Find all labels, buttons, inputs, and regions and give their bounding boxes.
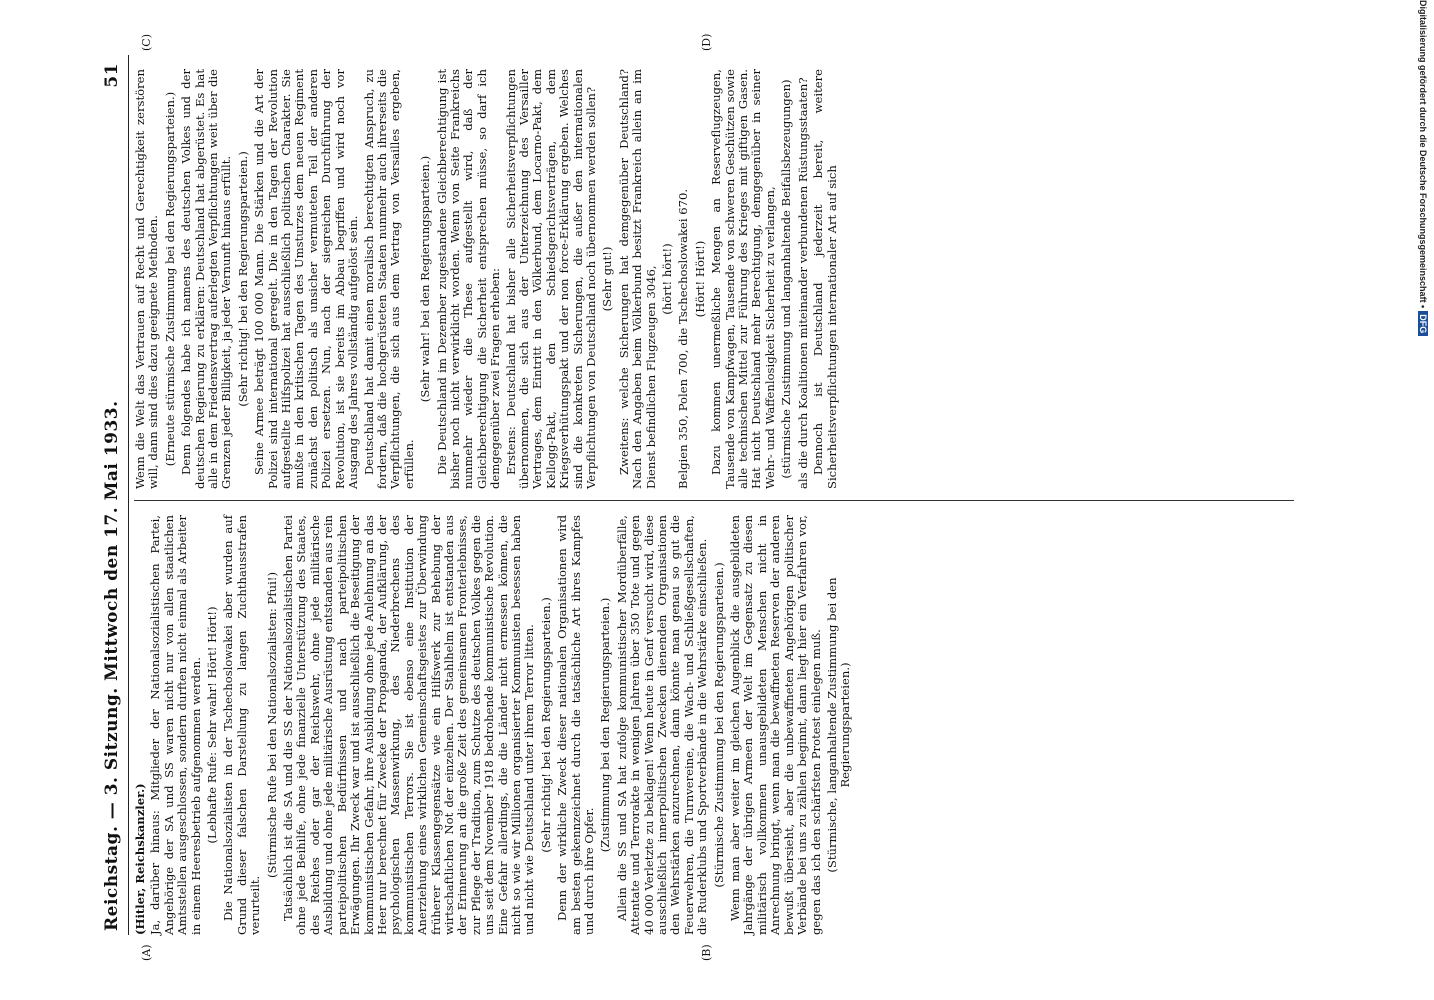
paragraph: Wenn die Welt das Vertrauen auf Recht und Gerechtigkeit zerstören will, dann sind dies dazu geeignete Methoden. xyxy=(133,69,161,489)
interjection: (Stürmische, langanhaltende Zustimmung bei den Regierungsparteien.) xyxy=(824,577,853,873)
margin-marker-a: (A) xyxy=(140,944,153,961)
paragraph: Die Deutschland im Dezember zugestandene Gleichberechtigung ist bisher noch nicht verwirklicht worden. Wenn von Seite Frankreichs nunmehr wieder die These aufgestellt wird, daß der Gleichberechtigung die Sicherheit entsprechen müsse, so darf ich demgegenüber zwei Fragen erheben: xyxy=(434,69,503,489)
interjection: (Sehr richtig! bei den Regierungsparteien.) xyxy=(538,597,553,853)
paragraph: Ja, darüber hinaus: Mitglieder der Nationalsozialistischen Partei, Angehörige der SA und SS waren nicht nur von allen staatlichen Amtsstellen ausgeschlossen, sondern durften nicht einmal als Arbeiter in einem Heeresbetrieb aufgenommen werden. xyxy=(148,515,203,935)
paragraph: Belgien 350, Polen 700, die Tschechoslowakei 670. xyxy=(676,188,691,489)
interjection: (Hört! Hört!) xyxy=(692,240,707,318)
paragraph: Deutschland hat damit einen moralisch berechtigten Anspruch, zu fordern, daß die hochgerüsteten Staaten nunmehr auch ihrerseits die Verpflichtungen, die sich aus dem Vertrag von Versailles ergeben, erfüllen. xyxy=(361,69,416,489)
rotated-page xyxy=(100,33,1340,961)
digitization-note-text: Digitalisierung gefördert durch die Deutsche Forschungsgemeinschaft • xyxy=(1418,0,1428,309)
paragraph: Zweitens: welche Sicherungen hat demgegenüber Deutschland? Nach den Angaben beim Völkerbund besitzt Frankreich allein an im Dienst befindlichen Flugzeugen 3046, xyxy=(616,69,658,489)
interjection: (hört! hört!) xyxy=(660,243,675,315)
paragraph: Wenn man aber weiter im gleichen Augenblick die ausgebildeten Jahrgänge der übrigen Armeen der Welt im Gegensatz zu diesen militärisch vollkommen unausgebildeten Menschen nicht in Anrechnung bringt, wenn man die bewaffneten Reserven der anderen bewußt übersieht, aber die unbewaffneten Angehörigen politischer Verbände bei uns zu zählen beginnt, dann liegt hier ein Verfahren vor, gegen das ich den schärfsten Protest einlegen muß. xyxy=(728,515,823,935)
margin-marker-d: (D) xyxy=(700,33,713,51)
running-title: Reichstag. — 3. Sitzung. Mittwoch den 17. Mai 1933. xyxy=(102,400,122,931)
page-header xyxy=(100,55,129,935)
paragraph: (Hitler, Reichskanzler.) xyxy=(133,783,147,935)
interjection: (Sehr wahr! bei den Regierungsparteien.) xyxy=(418,155,433,403)
paragraph: Denn der wirkliche Zweck dieser nationalen Organisationen wird am besten gekennzeichnet durch die tatsächliche Art ihres Kampfes und durch ihre Opfer. xyxy=(555,515,596,935)
text-column-left xyxy=(134,515,1294,935)
paragraph: Denn folgendes habe ich namens des deutschen Volkes und der deutschen Regierung zu erklären: Deutschland hat abgerüstet. Es hat alle in dem Friedensvertrag auferlegten Verpflichtungen weit über die Grenzen jeder Billigkeit, ja jeder Vernunft hinaus erfüllt. xyxy=(179,69,234,489)
paragraph: Dazu kommen unermeßliche Mengen an Reserveflugzeugen, Tausende von Kampfwagen, Tausende von schweren Geschützen sowie alle technischen Mittel zur Führung des Krieges mit giftigen Gasen. Hat nicht Deutschland mehr Berechtigung, demgegenüber in seiner Wehr- und Waffenlosigkeit Sicherheit zu verlangen, xyxy=(709,69,777,489)
interjection: (Stürmische Zustimmung bei den Regierungsparteien.) xyxy=(711,562,726,888)
interjection: (Sehr gut!) xyxy=(600,246,615,312)
interjection: (Sehr richtig! bei den Regierungsparteien.) xyxy=(235,151,250,407)
interjection: (Stürmische Rufe bei den Nationalsozialisten: Pfui!) xyxy=(264,572,279,878)
paragraph: Dennoch ist Deutschland jederzeit bereit, weitere Sicherheitsverpflichtungen internationaler Art auf sich xyxy=(811,69,839,489)
column-divider xyxy=(134,500,1294,501)
dfg-badge: DFG xyxy=(1418,311,1428,336)
paragraph: Allein die SS und SA hat zufolge kommunistischer Mordüberfälle, Attentate und Terrorakte in wenigen Jahren über 350 Tote und gegen 40 000 Verletzte zu beklagen! Wenn heute in Genf versucht wird, diese ausschließlich innerpolitischen Zwecken dienenden Organisationen den Wehrstärken anzurechnen, dann könnte man genau so gut die Feuerwehren, die Turnvereine, die Wach- und Schließgesellschaften, die Ruderklubs und Sportverbände in die Wehrstärke einschließen. xyxy=(614,515,710,935)
paragraph: Die Nationalsozialisten in der Tschechoslowakei aber wurden auf Grund dieser falschen Darstellung zu langen Zuchthausstrafen verurteilt. xyxy=(221,515,263,935)
margin-marker-c: (C) xyxy=(140,34,153,51)
interjection: (Zustimmung bei den Regierungsparteien.) xyxy=(598,597,613,853)
paragraph: Erstens: Deutschland hat bisher alle Sicherheitsverpflichtungen übernommen, die sich aus der Unterzeichnung des Versailler Vertrages, dem Eintritt in den Völkerbund, dem Locarno-Pakt, dem Kellogg-Pakt, den Schiedsgerichtsverträgen, dem Kriegsverhütungspakt und der non force-Erklärung ergeben. Welches sind die konkreten Sicherungen, die außer den internationalen Verpflichtungen von Deutschland noch übernommen werden sollen? xyxy=(503,69,598,489)
margin-marker-b: (B) xyxy=(700,944,713,961)
digitization-note xyxy=(1418,0,1428,336)
interjection: (Lebhafte Rufe: Sehr wahr! Hört! Hört!) xyxy=(205,606,220,844)
paragraph: als die durch Koalitionen miteinander verbundenen Rüstungsstaaten? xyxy=(795,77,810,489)
interjection: (stürmische Zustimmung und langanhaltende Beifallsbezeugungen) xyxy=(779,79,794,479)
paragraph: Tatsächlich ist die SA und die SS der Nationalsozialistischen Partei ohne jede Beihilfe, ohne jede finanzielle Unterstützung des Staates, des Reiches oder gar der Reichswehr, ohne jede militärische Ausbildung und ohne jede militärische Ausrüstung entstanden aus rein parteipolitischen Bedürfnissen und nach parteipolitischen Erwägungen. Ihr Zweck war und ist ausschließlich die Beseitigung der kommunistischen Gefahr, ihre Ausbildung ohne jede Anlehnung an das Heer nur berechnet für Zwecke der Propaganda, der Aufklärung, der psychologischen Massenwirkung, des Niederbrechens des kommunistischen Terrors. Sie ist ebenso eine Institution der Anerziehung eines wirklichen Gemeinschaftsgeistes zur Überwindung früherer Klassengegensätze wie ein Hilfswerk zur Behebung der wirtschaftlichen Not der einzelnen. Der Stahlhelm ist entstanden aus der Erinnerung an die große Zeit des gemeinsamen Fronterlebnisses, zur Pflege der Tradition, zum Schutze des deutschen Volkes gegen die uns seit dem November 1918 bedrohende kommunistische Revolution. Eine Gefahr allerdings, die die Länder nicht ermessen können, die nicht so wie wir Millionen organisierter Kommunisten besessen haben und nicht wie Deutschland unter ihrem Terror litten. xyxy=(281,515,537,935)
paragraph: Seine Armee beträgt 100 000 Mann. Die Stärken und die Art der Polizei sind international geregelt. Die in den Tagen der Revolution aufgestellte Hilfspolizei hat ausschließlich politischen Charakter. Sie mußte in den kritischen Tagen des Umsturzes dem neuen Regiment zunächst den politisch als unsicher vermuteten Teil der anderen Polizei ersetzen. Nun, nach der siegreichen Durchführung der Revolution, ist sie bereits im Abbau begriffen und wird noch vor Ausgang des Jahres vollständig aufgelöst sein. xyxy=(252,69,361,489)
text-column-right xyxy=(134,69,1294,489)
page-number: 51 xyxy=(102,63,122,88)
interjection: (Erneute stürmische Zustimmung bei den Regierungsparteien.) xyxy=(162,91,177,467)
